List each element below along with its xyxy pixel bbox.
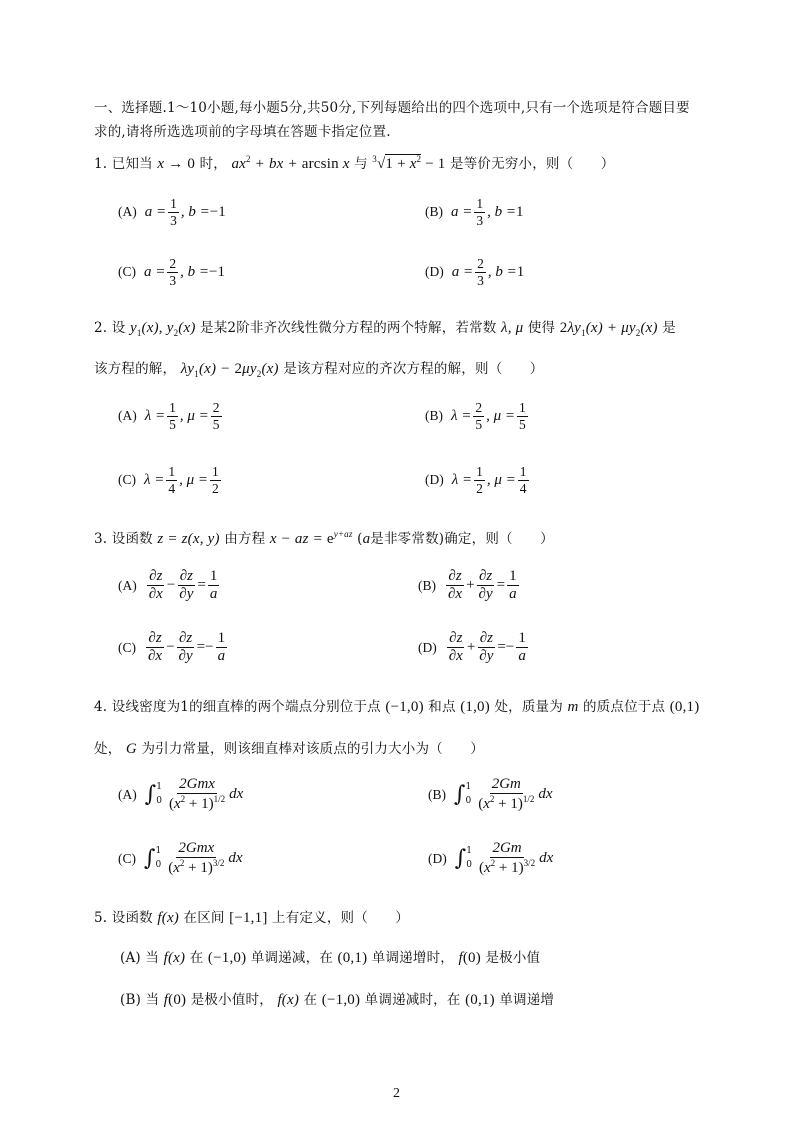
q3-option-d[interactable]: (D) $\frac{\partial z}{\partial x}$ + $\frac{\partial z}{\partial y}$ = − $\frac{1}{a}$ xyxy=(418,630,526,665)
question-number: 4. xyxy=(94,699,108,715)
question-number: 2. xyxy=(94,320,108,336)
q3-option-c[interactable]: (C) $\frac{\partial z}{\partial x}$ − $\frac{\partial z}{\partial y}$ = − $\frac{1}{a}$ xyxy=(118,630,226,665)
q1-option-c[interactable]: (C) a = $\frac{2}{3}$ , b = −1 xyxy=(118,256,225,288)
q5-option-b[interactable]: (B) 当 f(0) 是极小值时， f(x) 在 (−1,0) 单调递减时，在 (0,1) 单调递增 xyxy=(120,992,555,1008)
q3-option-b[interactable]: (B) $\frac{\partial z}{\partial x}$ + $\frac{\partial z}{\partial y}$ = $\frac{1}{a}$ xyxy=(418,568,517,603)
q5-option-a[interactable]: (A) 当 f(x) 在 (−1,0) 单调递减，在 (0,1) 单调递增时， f(0) 是极小值 xyxy=(120,950,541,966)
q4-option-c[interactable]: (C) ∫ 1 0 $\frac{\text{2Gmx}}{(x^2 + 1)^{3/2}}$ dx xyxy=(118,840,243,877)
question-5-stem: 5. 设函数 f(x) 在区间 [−1,1] 上有定义，则（ ） xyxy=(94,910,410,926)
page-number: 2 xyxy=(393,1086,400,1101)
q1-option-d[interactable]: (D) a = $\frac{2}{3}$ , b = 1 xyxy=(425,256,525,288)
q1-option-a[interactable]: (A) a = $\frac{1}{3}$ , b = −1 xyxy=(118,196,226,228)
question-number: 5. xyxy=(94,910,108,926)
question-1-stem: 1. 已知当 x → 0 时， $ax^2$ + bx + arcsin x 与 $^3√1 + x^2 - 1$ 是等价无穷小，则（ ） xyxy=(94,154,615,172)
question-number: 3. xyxy=(94,531,108,547)
q1-option-b[interactable]: (B) a = $\frac{1}{3}$ , b = 1 xyxy=(425,196,524,228)
question-4-stem-line1: 4. 设线密度为1的细直棒的两个端点分别位于点 (−1,0) 和点 (1,0) 处，质量为 m 的质点位于点 (0,1) xyxy=(94,699,700,715)
q4-option-a[interactable]: (A) ∫ 1 0 $\frac{\text{2Gmx}}{(x^2 + 1)^{1/2}}$ dx xyxy=(118,776,244,813)
q3-option-a[interactable]: (A) $\frac{\partial z}{\partial x}$ − $\frac{\partial z}{\partial y}$ = $\frac{1}{a}$ xyxy=(118,568,218,603)
q2-option-a[interactable]: (A) λ = $\frac{1}{5}$ , μ = $\frac{2}{5}$ xyxy=(118,400,220,432)
question-2-stem-line1: 2. 设 $y_1(x)$, $y_2(x)$ 是某2阶非齐次线性微分方程的两个特解，若常数 λ, μ 使得 $2\lambda y_1(x) + \mu y_2(x)$ 是 xyxy=(94,320,676,338)
question-4-stem-line2: 处， G 为引力常量，则该细直棒对该质点的引力大小为（ ） xyxy=(94,741,484,757)
question-number: 1. xyxy=(94,156,108,172)
q2-option-b[interactable]: (B) λ = $\frac{2}{5}$ , μ = $\frac{1}{5}$ xyxy=(425,400,526,432)
section-heading-line2: 求的,请将所选选项前的字母填在答题卡指定位置. xyxy=(94,124,391,140)
question-2-stem-line2: 该方程的解， $\lambda y_1(x) - 2\mu y_2(x)$ 是该方程对应的齐次方程的解，则（ ） xyxy=(94,361,544,379)
q4-option-d[interactable]: (D) ∫ 1 0 $\frac{2Gm}{(x^2 + 1)^{3/2}}$ dx xyxy=(428,840,554,877)
q4-option-b[interactable]: (B) ∫ 1 0 $\frac{2Gm}{(x^2 + 1)^{1/2}}$ dx xyxy=(428,776,553,813)
section-heading-line1: 一、选择题.1～10小题,每小题5分,共50分,下列每题给出的四个选项中,只有一个选项是符合题目要 xyxy=(94,100,690,116)
q2-option-c[interactable]: (C) λ = $\frac{1}{4}$ , μ = $\frac{1}{2}$ xyxy=(118,464,219,496)
q2-option-d[interactable]: (D) λ = $\frac{1}{2}$ , μ = $\frac{1}{4}$ xyxy=(425,464,527,496)
question-3-stem: 3. 设函数 z = z(x, y) 由方程 x − az = $e^{y+az}$ (a是非零常数)确定，则（ ） xyxy=(94,529,554,547)
